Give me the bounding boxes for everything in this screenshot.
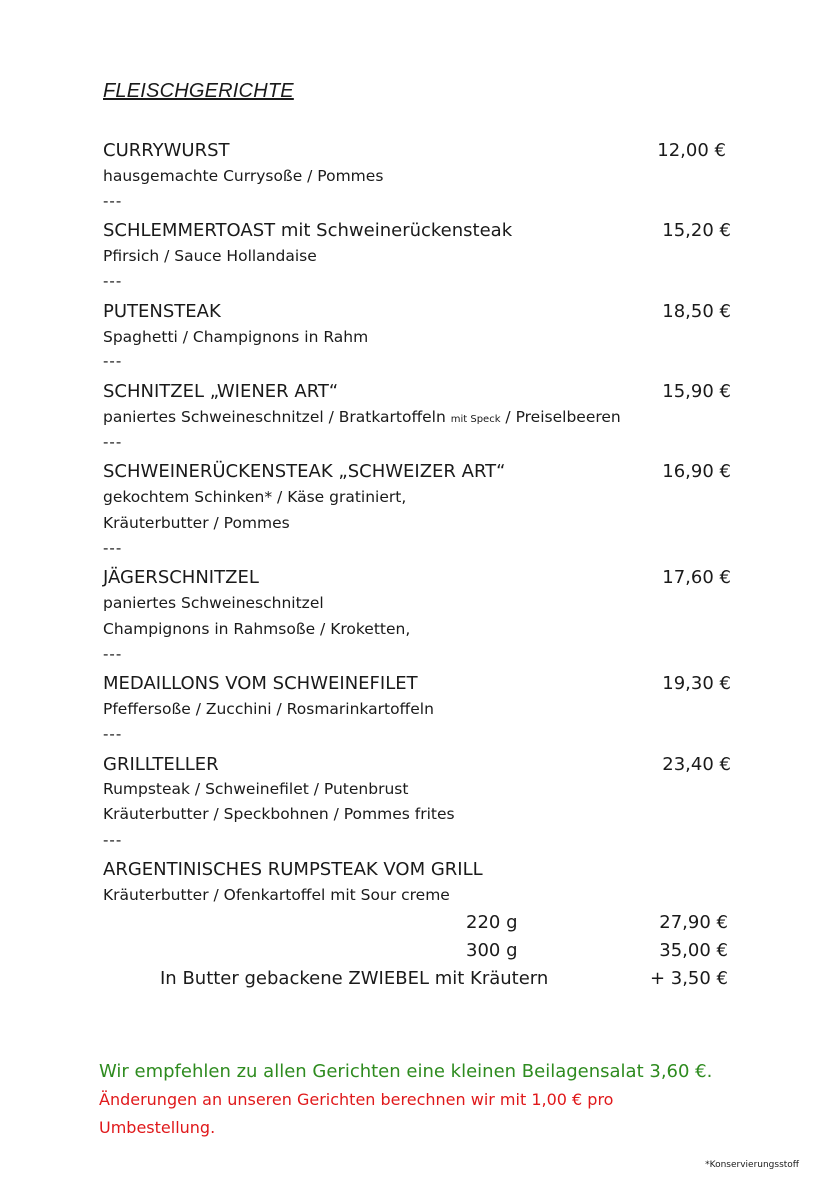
section-heading: FLEISCHGERICHTE [103,80,294,102]
dish-name: SCHWEINERÜCKENSTEAK „SCHWEIZER ART“ [103,461,506,482]
dish-description: Kräuterbutter / Speckbohnen / Pommes frites [103,805,455,823]
footnote: *Konservierungsstoff [705,1160,799,1170]
change-fee-note: Änderungen an unseren Gerichten berechnen wir mit 1,00 € pro [99,1090,614,1109]
dish-description: Pfirsich / Sauce Hollandaise [103,247,317,265]
option-price: + 3,50 € [649,968,728,989]
description-small-note: mit Speck [450,414,501,425]
dish-description: Kräuterbutter / Pommes [103,514,290,532]
dish-price: 23,40 € [662,754,731,775]
salad-recommendation: Wir empfehlen zu allen Gerichten eine kleinen Beilagensalat 3,60 €. [99,1061,713,1082]
dish-name: GRILLTELLER [103,754,219,775]
dish-description: Pfeffersoße / Zucchini / Rosmarinkartoffeln [103,700,434,718]
separator: --- [103,725,123,743]
option-price: 27,90 € [659,912,728,933]
dish-name: ARGENTINISCHES RUMPSTEAK VOM GRILL [103,859,483,880]
separator: --- [103,539,123,557]
description-text: / Preiselbeeren [500,408,621,426]
dish-price: 18,50 € [662,301,731,322]
dish-name: JÄGERSCHNITZEL [103,567,259,588]
dish-name: SCHNITZEL „WIENER ART“ [103,381,339,402]
separator: --- [103,433,123,451]
option-label: 300 g [466,940,518,961]
dish-price: 15,20 € [662,220,731,241]
change-fee-note: Umbestellung. [99,1118,216,1137]
dish-description: Champignons in Rahmsoße / Kroketten, [103,620,411,638]
option-price: 35,00 € [659,940,728,961]
dish-price: 12,00 € [657,140,726,161]
dish-price: 17,60 € [662,567,731,588]
dish-description: Kräuterbutter / Ofenkartoffel mit Sour creme [103,886,450,904]
separator: --- [103,272,123,290]
dish-name: SCHLEMMERTOAST mit Schweinerückensteak [103,220,513,241]
dish-description [103,408,621,426]
dish-description: gekochtem Schinken* / Käse gratiniert, [103,488,407,506]
option-label: In Butter gebackene ZWIEBEL mit Kräutern [160,968,549,989]
option-label: 220 g [466,912,518,933]
dish-description: hausgemachte Currysoße / Pommes [103,167,384,185]
separator: --- [103,831,123,849]
dish-name: CURRYWURST [103,140,230,161]
separator: --- [103,352,123,370]
dish-name: PUTENSTEAK [103,301,221,322]
separator: --- [103,645,123,663]
dish-description: Rumpsteak / Schweinefilet / Putenbrust [103,780,409,798]
dish-price: 19,30 € [662,673,731,694]
dish-name: MEDAILLONS VOM SCHWEINEFILET [103,673,418,694]
dish-price: 15,90 € [662,381,731,402]
description-text: paniertes Schweineschnitzel / Bratkartoffeln [103,408,451,426]
dish-price: 16,90 € [662,461,731,482]
separator: --- [103,192,123,210]
dish-description: Spaghetti / Champignons in Rahm [103,328,369,346]
dish-description: paniertes Schweineschnitzel [103,594,324,612]
